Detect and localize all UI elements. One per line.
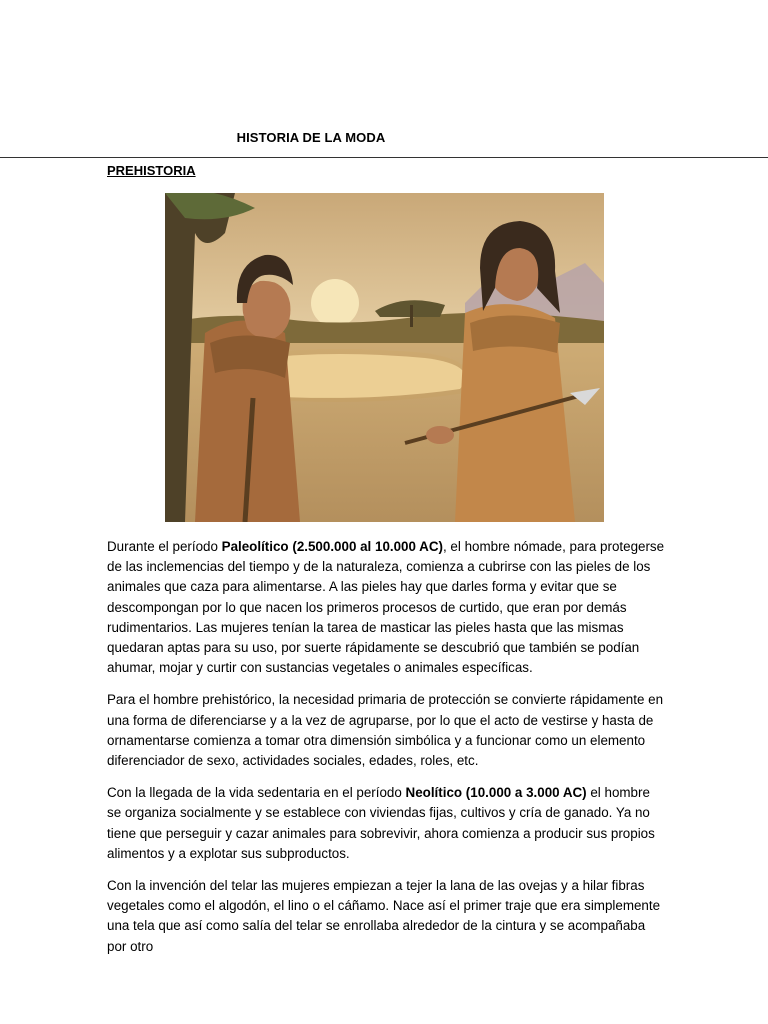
- section-heading: PREHISTORIA: [107, 163, 196, 178]
- paragraph-2: [107, 690, 667, 771]
- text-run: , el hombre nómade, para protegerse de las inclemencias del tiempo y de la naturaleza, comienza a cubrirse con las pieles de los animales que caza para alimentarse. A las pieles hay que darles forma y evitar que se descompongan por lo que nacen los primeros procesos de curtido, que eran por demás rudimentarios. Las mujeres tenían la tarea de masticar las pieles hasta que las mismas quedaran aptas para su uso, por suerte rápidamente se descubrió que también se podían ahumar, mojar y curtir con sustancias vegetales o animales específicas.: [107, 539, 665, 676]
- text-run: Durante el período: [107, 539, 222, 554]
- paragraph-3: [107, 783, 667, 864]
- paragraph-1: [107, 537, 667, 678]
- text-run: Con la llegada de la vida sedentaria en el período: [107, 785, 406, 801]
- title-divider: [0, 157, 768, 158]
- bold-text: (2.500.000 al 10.000 AC): [292, 539, 443, 554]
- text-run: Con la invención del telar las mujeres empiezan a tejer la lana de las ovejas y a hilar fibras vegetales como el algodón, el lino o el cáñamo. Nace así el primer traje que era simplemente una tela que así como salía del telar se enrollaba alrededor de la cintura y se acompañaba por otro: [107, 878, 661, 954]
- prehistoric-men-illustration: [165, 193, 604, 522]
- bold-text: Neolítico (10.000 a 3.000 AC): [405, 785, 587, 801]
- text-run: Para el hombre prehistórico, la necesidad primaria de protección se convierte rápidamente en una forma de diferenciarse y a la vez de agruparse, por lo que el acto de vestirse y hasta de ornamentarse comienza a tomar otra dimensión simbólica y a funcionar como un elemento diferenciador de sexo, actividades sociales, edades, roles, etc.: [107, 692, 664, 769]
- document-title: HISTORIA DE LA MODA: [236, 130, 386, 145]
- body-text: [107, 537, 667, 969]
- bold-text: Paleolítico: [221, 539, 289, 554]
- text-run: el hombre se organiza socialmente y se establece con viviendas fijas, cultivos y cría de ganado. Ya no tiene que perseguir y cazar animales para sobrevivir, ahora comienza a producir sus propios alimentos y a explotar sus subproductos.: [107, 785, 655, 861]
- paragraph-4: [107, 876, 667, 957]
